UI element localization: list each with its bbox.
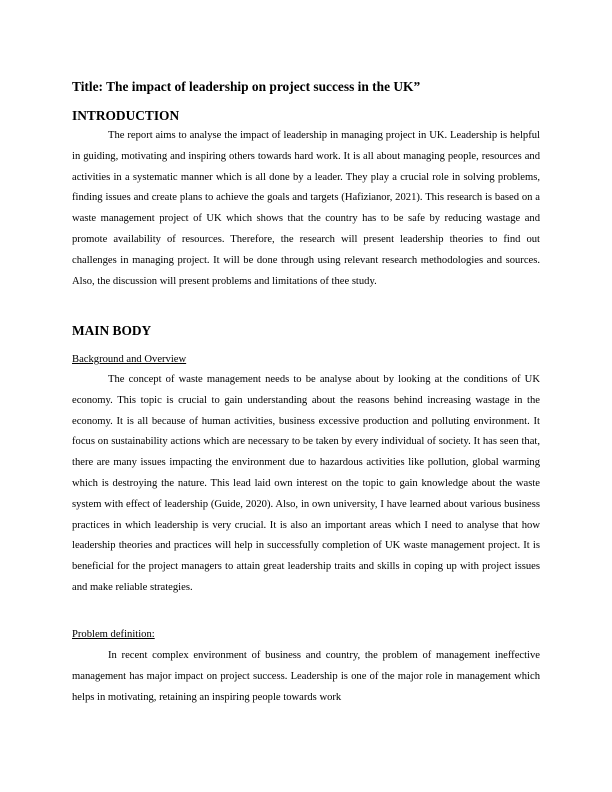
background-paragraph: The concept of waste management needs to be analyse about by looking at the conditions of UK economy. This topic is crucial to gain understanding about the reasons behind increasing wastage in the economy. It is all because of human activities, business excessive production and polluting environment. It focus on sustainability actions which are necessary to be taken by every individual of society. It has seen that, there are many issues impacting the environment due to hazardous activities like pollution, global warming which is destroying the nature. This lead laid own interest on the topic to gain knowledge about the waste system with effect of leadership (Guide, 2020). Also, in own university, I have learned about various business practices in which leadership is very crucial. It is also an important areas which I need to analyse that how leadership theories and practices will help in successfully completion of UK waste management project. It is beneficial for the project managers to attain great leadership traits and skills in coping up with project issues and make reliable strategies. <box>72 374 540 593</box>
introduction-heading: INTRODUCTION <box>72 108 180 123</box>
background-subheading: Background and Overview <box>72 354 187 365</box>
main-body-heading: MAIN BODY <box>72 323 152 338</box>
problem-definition-paragraph: In recent complex environment of business and country, the problem of management ineffective management has major impact on project success. Leadership is one of the major role in management which helps in motivating, retaining an inspiring people towards work <box>72 650 540 703</box>
problem-definition-subheading: Problem definition: <box>72 629 155 640</box>
problem-definition-section <box>72 646 540 712</box>
document-title: Title: The impact of leadership on project success in the UK” <box>72 79 421 94</box>
introduction-paragraph: The report aims to analyse the impact of leadership in managing project in UK. Leadership is helpful in guiding, motivating and inspiring others towards hard work. It is all about managing people, resources and activities in a systematic manner which is all done by a leader. They play a crucial role in solving problems, finding issues and create plans to achieve the goals and targets (Hafizianor, 2021). This research is based on a waste management project of UK which shows that the country has to be safe by reducing wastage and promote availability of resources. Therefore, the research will present leadership theories to find out challenges in managing project. It will be done through using relevant research methodologies and sources. Also, the discussion will present problems and limitations of thee study. <box>72 130 540 287</box>
